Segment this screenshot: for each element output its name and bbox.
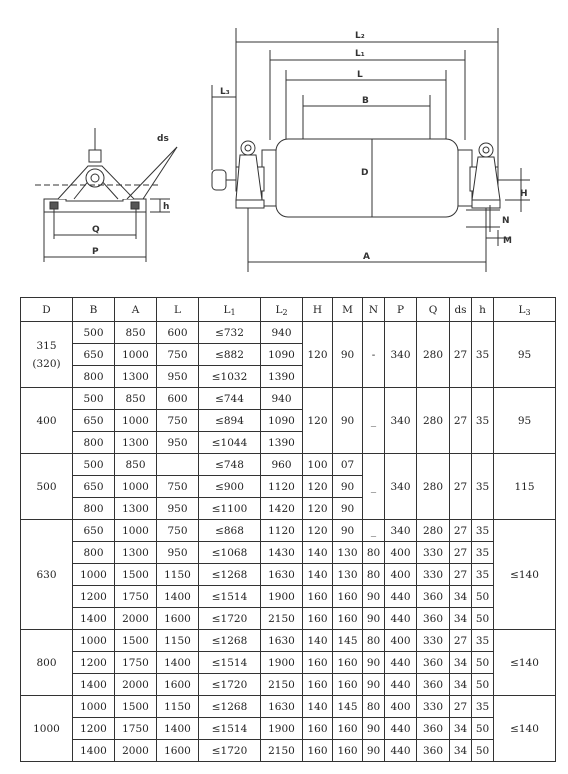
table-cell: ≤1720 (199, 608, 261, 630)
dim-label-D: D (361, 168, 369, 178)
table-row (21, 542, 556, 564)
table-cell: 34 (450, 586, 472, 608)
table-cell: 160 (333, 608, 363, 630)
table-cell: 160 (303, 740, 333, 762)
table-cell: ≤732 (199, 322, 261, 344)
table-cell: 340 (385, 454, 417, 520)
table-cell: 500 (73, 322, 115, 344)
diameter-cell: 500 (21, 454, 73, 520)
table-cell: ≤882 (199, 344, 261, 366)
column-header: $L_2$ (261, 298, 303, 322)
table-cell: 950 (157, 542, 199, 564)
table-cell: 600 (157, 322, 199, 344)
table-cell: ≤1068 (199, 542, 261, 564)
table-cell: 34 (450, 674, 472, 696)
column-header: D (21, 298, 73, 322)
table-cell: 50 (472, 586, 494, 608)
table-cell: 800 (73, 498, 115, 520)
table-cell: 90 (363, 674, 385, 696)
table-cell: 34 (450, 740, 472, 762)
table-cell: 750 (157, 520, 199, 542)
table-cell: 90 (363, 718, 385, 740)
table-cell: 2000 (115, 608, 157, 630)
table-cell: 160 (303, 586, 333, 608)
table-cell: 1900 (261, 652, 303, 674)
table-cell: 1150 (157, 696, 199, 718)
table-row (21, 388, 556, 410)
dim-label-L: L (357, 70, 363, 80)
table-cell: ≤140 (494, 696, 556, 762)
table-cell: 140 (303, 564, 333, 586)
table-cell (157, 454, 199, 476)
table-cell: 90 (363, 586, 385, 608)
table-cell: 1400 (73, 674, 115, 696)
table-cell: 1300 (115, 542, 157, 564)
table-cell: 130 (333, 542, 363, 564)
table-cell: 50 (472, 740, 494, 762)
diameter-cell: 1000 (21, 696, 73, 762)
table-cell: ≤140 (494, 630, 556, 696)
table-cell: 160 (303, 652, 333, 674)
table-cell: 800 (73, 366, 115, 388)
specification-table (20, 297, 556, 762)
table-cell: 1200 (73, 652, 115, 674)
column-header: A (115, 298, 157, 322)
table-cell: 360 (417, 608, 450, 630)
table-cell: 1430 (261, 542, 303, 564)
table-row (21, 608, 556, 630)
column-header: B (73, 298, 115, 322)
table-cell: 940 (261, 322, 303, 344)
table-cell: 850 (115, 388, 157, 410)
table-cell: 340 (385, 322, 417, 388)
table-cell: 115 (494, 454, 556, 520)
table-cell: 1300 (115, 432, 157, 454)
table-cell: 360 (417, 652, 450, 674)
column-header-subscript: 1 (230, 307, 236, 317)
table-cell: ≤1100 (199, 498, 261, 520)
dim-label-A: A (363, 252, 370, 262)
table-cell: 1750 (115, 586, 157, 608)
table-cell: 95 (494, 388, 556, 454)
table-cell: 1630 (261, 630, 303, 652)
table-cell: ≤1044 (199, 432, 261, 454)
table-cell: 27 (450, 322, 472, 388)
table-cell: 1000 (73, 630, 115, 652)
table-cell: 440 (385, 608, 417, 630)
table-cell: 80 (363, 630, 385, 652)
table-cell: 1000 (115, 520, 157, 542)
table-cell: ≤1720 (199, 674, 261, 696)
table-cell: 1200 (73, 586, 115, 608)
table-cell: 340 (385, 520, 417, 542)
dim-label-ds: ds (157, 134, 169, 144)
table-cell: 750 (157, 410, 199, 432)
table-cell: 1630 (261, 696, 303, 718)
dim-label-h: h (163, 202, 170, 212)
column-header: Q (417, 298, 450, 322)
dim-label-N: N (502, 216, 510, 226)
technical-drawing (0, 0, 568, 290)
table-cell: ≤868 (199, 520, 261, 542)
dim-label-L1: L₁ (355, 49, 365, 59)
table-cell: 1300 (115, 498, 157, 520)
table-cell: 160 (303, 674, 333, 696)
table-cell: 140 (303, 696, 333, 718)
table-cell: 1750 (115, 718, 157, 740)
table-row (21, 322, 556, 344)
table-cell: _ (363, 388, 385, 454)
table-cell: 90 (333, 322, 363, 388)
table-cell: ≤748 (199, 454, 261, 476)
column-header: $L_3$ (494, 298, 556, 322)
table-cell: 940 (261, 388, 303, 410)
table-cell: 1120 (261, 520, 303, 542)
table-cell: 750 (157, 476, 199, 498)
diameter-cell: 630 (21, 520, 73, 630)
table-row (21, 718, 556, 740)
table-cell: 440 (385, 718, 417, 740)
table-cell: 1500 (115, 564, 157, 586)
table-cell: 80 (363, 696, 385, 718)
table-cell: 1000 (73, 696, 115, 718)
table-row (21, 652, 556, 674)
table-cell: 1120 (261, 476, 303, 498)
dim-label-B: B (362, 96, 369, 106)
table-cell: ≤744 (199, 388, 261, 410)
drum-pulley-front-view (212, 28, 530, 272)
table-row (21, 696, 556, 718)
table-cell: 90 (363, 740, 385, 762)
column-header: P (385, 298, 417, 322)
table-cell: ≤1514 (199, 718, 261, 740)
table-cell: 1600 (157, 674, 199, 696)
table-cell: 1750 (115, 652, 157, 674)
table-row (21, 630, 556, 652)
dim-label-L3: L₃ (220, 87, 230, 97)
table-cell: ≤1268 (199, 564, 261, 586)
table-cell: 360 (417, 718, 450, 740)
diameter-cell: 800 (21, 630, 73, 696)
table-cell: 1090 (261, 410, 303, 432)
table-cell: 34 (450, 718, 472, 740)
table-cell: 35 (472, 542, 494, 564)
table-row (21, 564, 556, 586)
table-cell: 27 (450, 542, 472, 564)
table-cell: 90 (333, 498, 363, 520)
table-cell: 1500 (115, 630, 157, 652)
table-cell: ≤140 (494, 520, 556, 630)
column-header: ds (450, 298, 472, 322)
table-cell: 50 (472, 718, 494, 740)
table-cell: 27 (450, 564, 472, 586)
table-cell: 330 (417, 630, 450, 652)
table-cell: 120 (303, 498, 333, 520)
diameter-cell: 400 (21, 388, 73, 454)
table-cell: 27 (450, 630, 472, 652)
table-cell: ≤900 (199, 476, 261, 498)
table-cell: 145 (333, 630, 363, 652)
table-cell: 90 (363, 608, 385, 630)
table-cell: ≤894 (199, 410, 261, 432)
table-cell: 130 (333, 564, 363, 586)
table-cell: 850 (115, 454, 157, 476)
table-cell: 140 (303, 542, 333, 564)
table-cell: 1400 (73, 608, 115, 630)
table-cell: 120 (303, 388, 333, 454)
table-cell: 950 (157, 498, 199, 520)
table-cell: 850 (115, 322, 157, 344)
table-cell: 2000 (115, 740, 157, 762)
table-cell: 650 (73, 520, 115, 542)
table-cell: ≤1514 (199, 652, 261, 674)
table-cell: 34 (450, 608, 472, 630)
dim-label-Q: Q (92, 225, 100, 235)
table-cell: 1600 (157, 740, 199, 762)
table-cell: 600 (157, 388, 199, 410)
table-cell: 160 (333, 652, 363, 674)
table-cell: 90 (333, 388, 363, 454)
table-cell: 27 (450, 696, 472, 718)
table-cell: 90 (333, 520, 363, 542)
table-row (21, 586, 556, 608)
dim-label-P: P (92, 247, 99, 257)
table-cell: 145 (333, 696, 363, 718)
table-cell: 650 (73, 344, 115, 366)
table-cell: 800 (73, 542, 115, 564)
table-cell: 400 (385, 696, 417, 718)
table-cell: 160 (333, 718, 363, 740)
table-cell: 340 (385, 388, 417, 454)
table-cell: 1150 (157, 564, 199, 586)
table-cell: 1400 (73, 740, 115, 762)
dim-label-M: M (503, 236, 512, 246)
table-cell: 960 (261, 454, 303, 476)
table-cell: _ (363, 520, 385, 542)
table-cell: 2150 (261, 740, 303, 762)
bearing-support-side-view (35, 128, 177, 262)
table-cell: 2150 (261, 608, 303, 630)
table-cell: 35 (472, 454, 494, 520)
table-cell: 280 (417, 454, 450, 520)
table-cell: 950 (157, 432, 199, 454)
table-cell: 650 (73, 476, 115, 498)
table-cell: 280 (417, 388, 450, 454)
table-cell: 27 (450, 520, 472, 542)
table-row (21, 454, 556, 476)
table-cell: 2000 (115, 674, 157, 696)
table-cell: 330 (417, 696, 450, 718)
table-cell: 140 (303, 630, 333, 652)
table-cell: 2150 (261, 674, 303, 696)
table-cell: 400 (385, 542, 417, 564)
table-cell: ≤1268 (199, 630, 261, 652)
table-cell: 27 (450, 454, 472, 520)
table-cell: 1390 (261, 432, 303, 454)
table-cell: 120 (303, 476, 333, 498)
table-cell: 100 (303, 454, 333, 476)
table-cell: 330 (417, 542, 450, 564)
table-row (21, 674, 556, 696)
column-header-subscript: 2 (282, 307, 288, 317)
table-cell: 500 (73, 454, 115, 476)
table-cell: 35 (472, 388, 494, 454)
table-cell: 1000 (115, 410, 157, 432)
table-cell: 1900 (261, 718, 303, 740)
table-cell: 50 (472, 652, 494, 674)
table-cell: 1400 (157, 652, 199, 674)
table-cell: 35 (472, 322, 494, 388)
column-header: L (157, 298, 199, 322)
table-cell: 400 (385, 630, 417, 652)
table-cell: 800 (73, 432, 115, 454)
table-cell: 330 (417, 564, 450, 586)
table-cell: - (363, 322, 385, 388)
table-cell: 160 (333, 740, 363, 762)
dim-label-H: H (520, 189, 528, 199)
table-cell: 160 (333, 674, 363, 696)
table-cell: 1500 (115, 696, 157, 718)
table-cell: 440 (385, 740, 417, 762)
diameter-cell: 315 (320) (21, 322, 73, 388)
table-cell: 34 (450, 652, 472, 674)
table-cell: 160 (303, 718, 333, 740)
table-cell: 360 (417, 586, 450, 608)
table-cell: 27 (450, 388, 472, 454)
table-cell: 360 (417, 740, 450, 762)
dim-label-L2: L₂ (355, 31, 365, 41)
table-cell: 500 (73, 388, 115, 410)
table-cell: 35 (472, 630, 494, 652)
table-cell: 750 (157, 344, 199, 366)
column-header-subscript: 3 (525, 307, 531, 317)
table-cell: ≤1268 (199, 696, 261, 718)
table-cell: 80 (363, 564, 385, 586)
table-cell: 1600 (157, 608, 199, 630)
table-cell: 1150 (157, 630, 199, 652)
table-cell: 440 (385, 652, 417, 674)
table-cell: 95 (494, 322, 556, 388)
table-cell: ≤1032 (199, 366, 261, 388)
column-header: H (303, 298, 333, 322)
table-cell: 35 (472, 696, 494, 718)
table-cell: 650 (73, 410, 115, 432)
table-cell: 1420 (261, 498, 303, 520)
table-cell: 160 (333, 586, 363, 608)
table-cell: _ (363, 454, 385, 520)
table-header-row (21, 298, 556, 322)
table-cell: 440 (385, 586, 417, 608)
table-cell: 1900 (261, 586, 303, 608)
table-cell: 360 (417, 674, 450, 696)
table-cell: 1090 (261, 344, 303, 366)
table-cell: 950 (157, 366, 199, 388)
table-cell: 160 (303, 608, 333, 630)
table-cell: 120 (303, 520, 333, 542)
table-cell: 07 (333, 454, 363, 476)
table-cell: 1000 (115, 476, 157, 498)
column-header: h (472, 298, 494, 322)
table-cell: 35 (472, 520, 494, 542)
table-cell: 280 (417, 322, 450, 388)
table-cell: 120 (303, 322, 333, 388)
table-cell: 80 (363, 542, 385, 564)
table-cell: 35 (472, 564, 494, 586)
table-cell: 90 (333, 476, 363, 498)
table-row (21, 520, 556, 542)
table-cell: 50 (472, 674, 494, 696)
table-cell: 1400 (157, 586, 199, 608)
table-cell: 1300 (115, 366, 157, 388)
table-cell: 1630 (261, 564, 303, 586)
table-cell: 280 (417, 520, 450, 542)
table-cell: 50 (472, 608, 494, 630)
table-cell: 1000 (73, 564, 115, 586)
table-cell: 400 (385, 564, 417, 586)
column-header: N (363, 298, 385, 322)
table-row (21, 740, 556, 762)
table-cell: ≤1720 (199, 740, 261, 762)
column-header: $L_1$ (199, 298, 261, 322)
table-cell: ≤1514 (199, 586, 261, 608)
table-cell: 1400 (157, 718, 199, 740)
table-cell: 1000 (115, 344, 157, 366)
table-cell: 1390 (261, 366, 303, 388)
table-cell: 440 (385, 674, 417, 696)
table-cell: 1200 (73, 718, 115, 740)
table-cell: 90 (363, 652, 385, 674)
column-header: M (333, 298, 363, 322)
